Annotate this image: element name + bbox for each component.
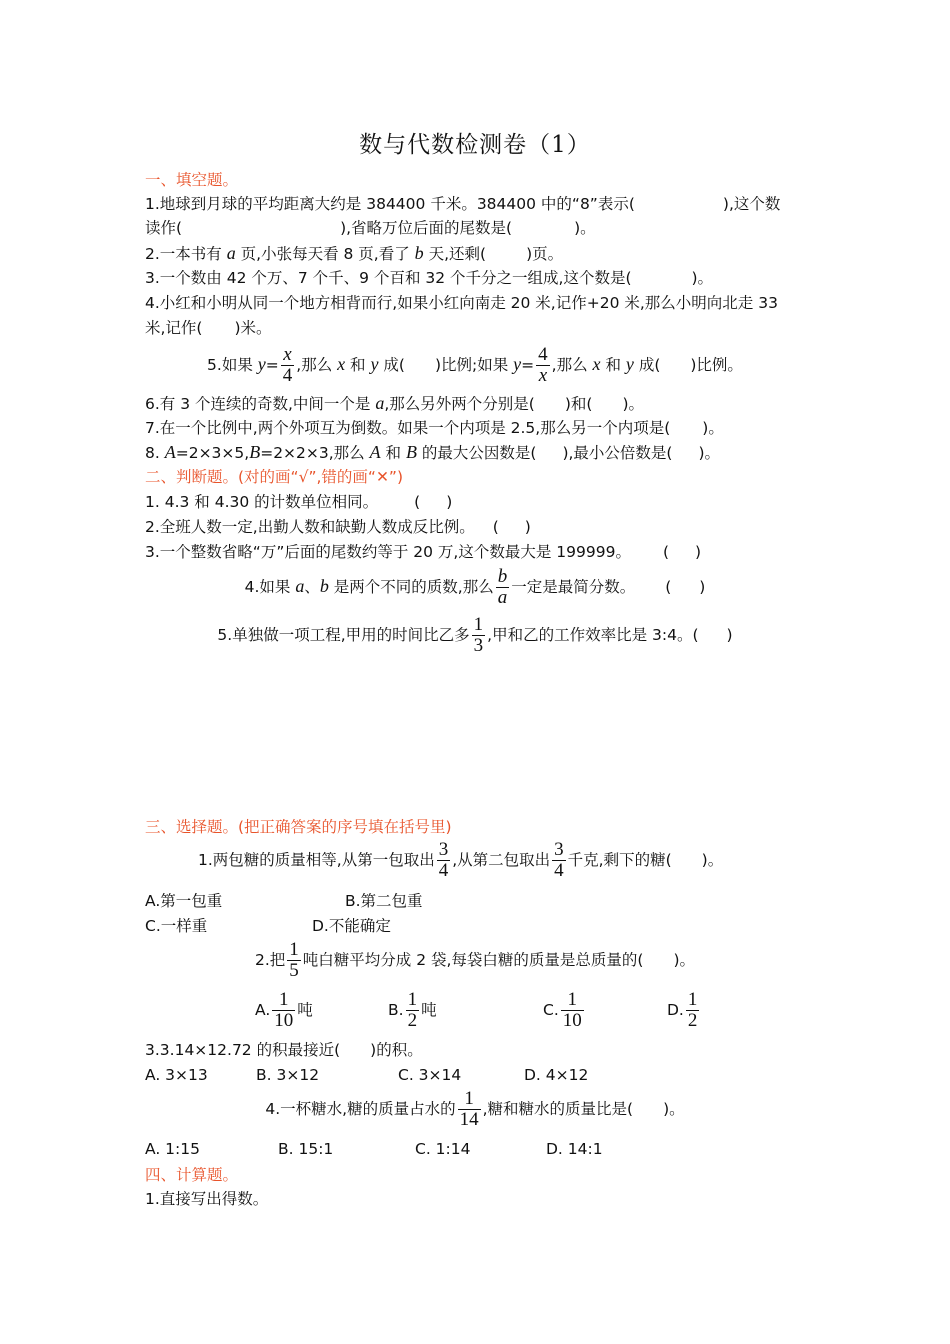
denominator: 4 (554, 860, 564, 881)
choice-q3 (145, 1040, 423, 1060)
denominator: 14 (459, 1109, 479, 1130)
text: ( (492, 518, 499, 536)
variable: x (592, 354, 601, 374)
numerator: 1 (473, 614, 484, 635)
choice-q4-option-a: A. 1:15 (145, 1140, 200, 1158)
text: ,糖和糖水的质量比是( (482, 1100, 634, 1118)
text: = (521, 356, 535, 374)
fraction (561, 990, 584, 1031)
text: B. (388, 1001, 404, 1019)
text: 2.把 (254, 951, 286, 969)
variable: y (513, 354, 522, 374)
choice-q4-option-b: B. 15:1 (278, 1140, 334, 1158)
numerator: 1 (561, 990, 584, 1011)
section-heading-judge: 二、判断题。(对的画“√”,错的画“✕”) (145, 468, 404, 486)
text: ),最小公倍数是( (562, 444, 673, 462)
fraction (437, 840, 451, 881)
text: ,甲和乙的工作效率比是 3:4。( (487, 626, 699, 644)
judge-q2 (145, 517, 531, 537)
variable: x (337, 354, 346, 374)
denominator: 4 (438, 860, 449, 881)
fill-q5 (0, 344, 950, 386)
text: )。 (663, 1100, 685, 1118)
numerator: 3 (554, 839, 564, 860)
variable: a (375, 393, 385, 413)
text: =2×3×5, (175, 444, 250, 462)
text: ) (446, 493, 453, 511)
fraction (406, 990, 420, 1031)
text: )。 (702, 419, 724, 437)
text: 3.一个数由 42 个万、7 个千、9 个百和 32 个千分之一组成,这个数是( (145, 269, 632, 287)
text: 6.有 3 个连续的奇数,中间一个是 (145, 395, 376, 413)
text: 和 (600, 356, 626, 374)
text: )。 (698, 444, 721, 462)
text: 页,小张每天看 8 页,看了 (235, 245, 415, 263)
text: )。 (622, 395, 645, 413)
variable: b (319, 576, 329, 596)
text: )。 (673, 951, 696, 969)
fraction (281, 345, 295, 386)
text: 8. (145, 444, 165, 462)
text: 1.地球到月球的平均距离大约是 384400 千米。384400 中的“8”表示( (145, 195, 635, 213)
denominator: 3 (473, 635, 484, 656)
numerator: 1 (407, 989, 418, 1010)
choice-q2-option-d (667, 990, 701, 1031)
variable: a (295, 576, 305, 596)
numerator: 1 (289, 939, 299, 960)
text: 读作( (145, 219, 183, 237)
text: 1. 4.3 和 4.30 的计数单位相同。 (145, 493, 379, 511)
text: )米。 (234, 319, 272, 337)
variable: A (369, 442, 381, 462)
choice-q3-option-d: D. 4×12 (524, 1066, 589, 1084)
text: 2.一本书有 (145, 245, 227, 263)
fraction (458, 1089, 481, 1130)
choice-q2-option-b (388, 990, 437, 1031)
variable: y (257, 354, 266, 374)
numerator: 3 (438, 839, 449, 860)
fraction (552, 840, 566, 881)
fill-q1-line1 (145, 194, 780, 214)
text: 的最大公因数是( (416, 444, 537, 462)
text: )。 (574, 219, 596, 237)
variable: B (405, 442, 417, 462)
numerator: x (281, 345, 295, 366)
denominator: a (497, 587, 508, 608)
fill-q2 (145, 243, 563, 264)
variable: a (226, 243, 236, 263)
denominator: 5 (289, 960, 299, 981)
text: )的积。 (370, 1041, 423, 1059)
choice-q3-option-b: B. 3×12 (256, 1066, 320, 1084)
choice-q2 (0, 940, 950, 981)
text: ( (414, 493, 421, 511)
text: 吨白糖平均分成 2 袋,每袋白糖的质量是总质量的( (302, 951, 644, 969)
variable: y (370, 354, 379, 374)
text: )比例。 (690, 356, 743, 374)
text: 成( (633, 356, 661, 374)
denominator: 10 (274, 1010, 294, 1031)
text: 、 (304, 578, 320, 596)
page-title: 数与代数检测卷（1） (359, 132, 591, 158)
text: ,从第二包取出 (452, 851, 551, 869)
text: 7.在一个比例中,两个外项互为倒数。如果一个内项是 2.5,那么另一个内项是( (145, 419, 671, 437)
fraction (272, 990, 295, 1031)
fill-q4-line1: 4.小红和小明从同一个地方相背而行,如果小红向南走 20 米,记作+20 米,那么小明向北走 33 (145, 294, 778, 312)
fraction (686, 990, 700, 1031)
section-heading-fill: 一、填空题。 (145, 171, 239, 189)
text: 一定是最简分数。 (511, 578, 636, 596)
calc-q1: 1.直接写出得数。 (145, 1190, 269, 1208)
variable: B (249, 442, 261, 462)
fraction (496, 567, 510, 608)
numerator: 1 (272, 990, 295, 1011)
text: D. (667, 1001, 684, 1019)
fraction (287, 940, 301, 981)
text: )。 (691, 269, 714, 287)
text: ,那么另外两个分别是( (384, 395, 535, 413)
text: =2×2×3,那么 (260, 444, 370, 462)
variable: b (414, 243, 424, 263)
text: 5.单独做一项工程,甲用的时间比乙多 (217, 626, 470, 644)
text: )和( (564, 395, 593, 413)
text: 千克,剩下的糖( (567, 851, 672, 869)
fill-q8 (145, 442, 720, 463)
choice-q1-option-d: D.不能确定 (312, 917, 391, 935)
text: ) (726, 626, 733, 644)
text: )页。 (526, 245, 564, 263)
numerator: 1 (458, 1089, 481, 1110)
choice-q2-option-c (543, 990, 586, 1031)
text: ) (699, 578, 706, 596)
text: ,那么 (296, 356, 338, 374)
text: 1.两包糖的质量相等,从第一包取出 (198, 851, 435, 869)
text: 3.3.14×12.72 的积最接近( (145, 1041, 341, 1059)
text: 吨 (421, 1001, 437, 1019)
text: 和 (380, 444, 406, 462)
choice-q3-option-a: A. 3×13 (145, 1066, 208, 1084)
text: 和 (345, 356, 371, 374)
fraction (472, 615, 486, 656)
fill-q6 (145, 393, 644, 414)
text: 米,记作( (145, 319, 203, 337)
judge-q3 (145, 542, 701, 562)
fill-q1-line2 (145, 218, 596, 238)
fraction (536, 345, 550, 386)
text: 2.全班人数一定,出勤人数和缺勤人数成反比例。 (145, 518, 475, 536)
denominator: 4 (282, 365, 293, 386)
choice-q1-option-b: B.第二包重 (345, 892, 423, 910)
text: ) (524, 518, 531, 536)
text: = (265, 356, 279, 374)
judge-q4 (0, 566, 950, 608)
variable: y (625, 354, 634, 374)
text: 4.一杯糖水,糖的质量占水的 (265, 1100, 456, 1118)
text: 成( (378, 356, 405, 374)
section-heading-choice: 三、选择题。(把正确答案的序号填在括号里) (145, 818, 452, 836)
text: C. (543, 1001, 559, 1019)
numerator: 1 (687, 989, 698, 1010)
denominator: x (538, 365, 548, 386)
variable: A (164, 442, 176, 462)
text: 3.一个整数省略“万”后面的尾数约等于 20 万,这个数最大是 199999。 (145, 543, 631, 561)
text: 吨 (297, 1001, 313, 1019)
text: ( (665, 578, 672, 596)
fill-q4-line2 (145, 318, 272, 338)
text: 是两个不同的质数,那么 (328, 578, 494, 596)
text: ),省略万位后面的尾数是( (340, 219, 513, 237)
judge-q1 (145, 492, 452, 512)
choice-q4-option-c: C. 1:14 (415, 1140, 471, 1158)
text: 5.如果 (207, 356, 258, 374)
text: 4.如果 (244, 578, 296, 596)
choice-q4 (0, 1089, 950, 1130)
judge-q5 (0, 615, 950, 656)
choice-q2-option-a (255, 990, 313, 1031)
denominator: 2 (407, 1010, 418, 1031)
text: A. (255, 1001, 271, 1019)
text: ( (662, 543, 670, 561)
text: 天,还剩( (423, 245, 487, 263)
denominator: 2 (687, 1010, 698, 1031)
text: )比例;如果 (434, 356, 514, 374)
choice-q4-option-d: D. 14:1 (546, 1140, 603, 1158)
choice-q3-option-c: C. 3×14 (398, 1066, 462, 1084)
text: ,那么 (551, 356, 593, 374)
fill-q3 (145, 268, 713, 288)
choice-q1 (198, 840, 723, 881)
text: ) (695, 543, 702, 561)
numerator: b (497, 566, 508, 587)
choice-q1-option-a: A.第一包重 (145, 892, 223, 910)
choice-q1-option-c: C.一样重 (145, 917, 208, 935)
fill-q7 (145, 418, 724, 438)
numerator: 4 (538, 344, 548, 365)
denominator: 10 (562, 1010, 582, 1031)
text: ),这个数 (722, 195, 781, 213)
section-heading-calc: 四、计算题。 (145, 1166, 239, 1184)
text: )。 (701, 851, 724, 869)
